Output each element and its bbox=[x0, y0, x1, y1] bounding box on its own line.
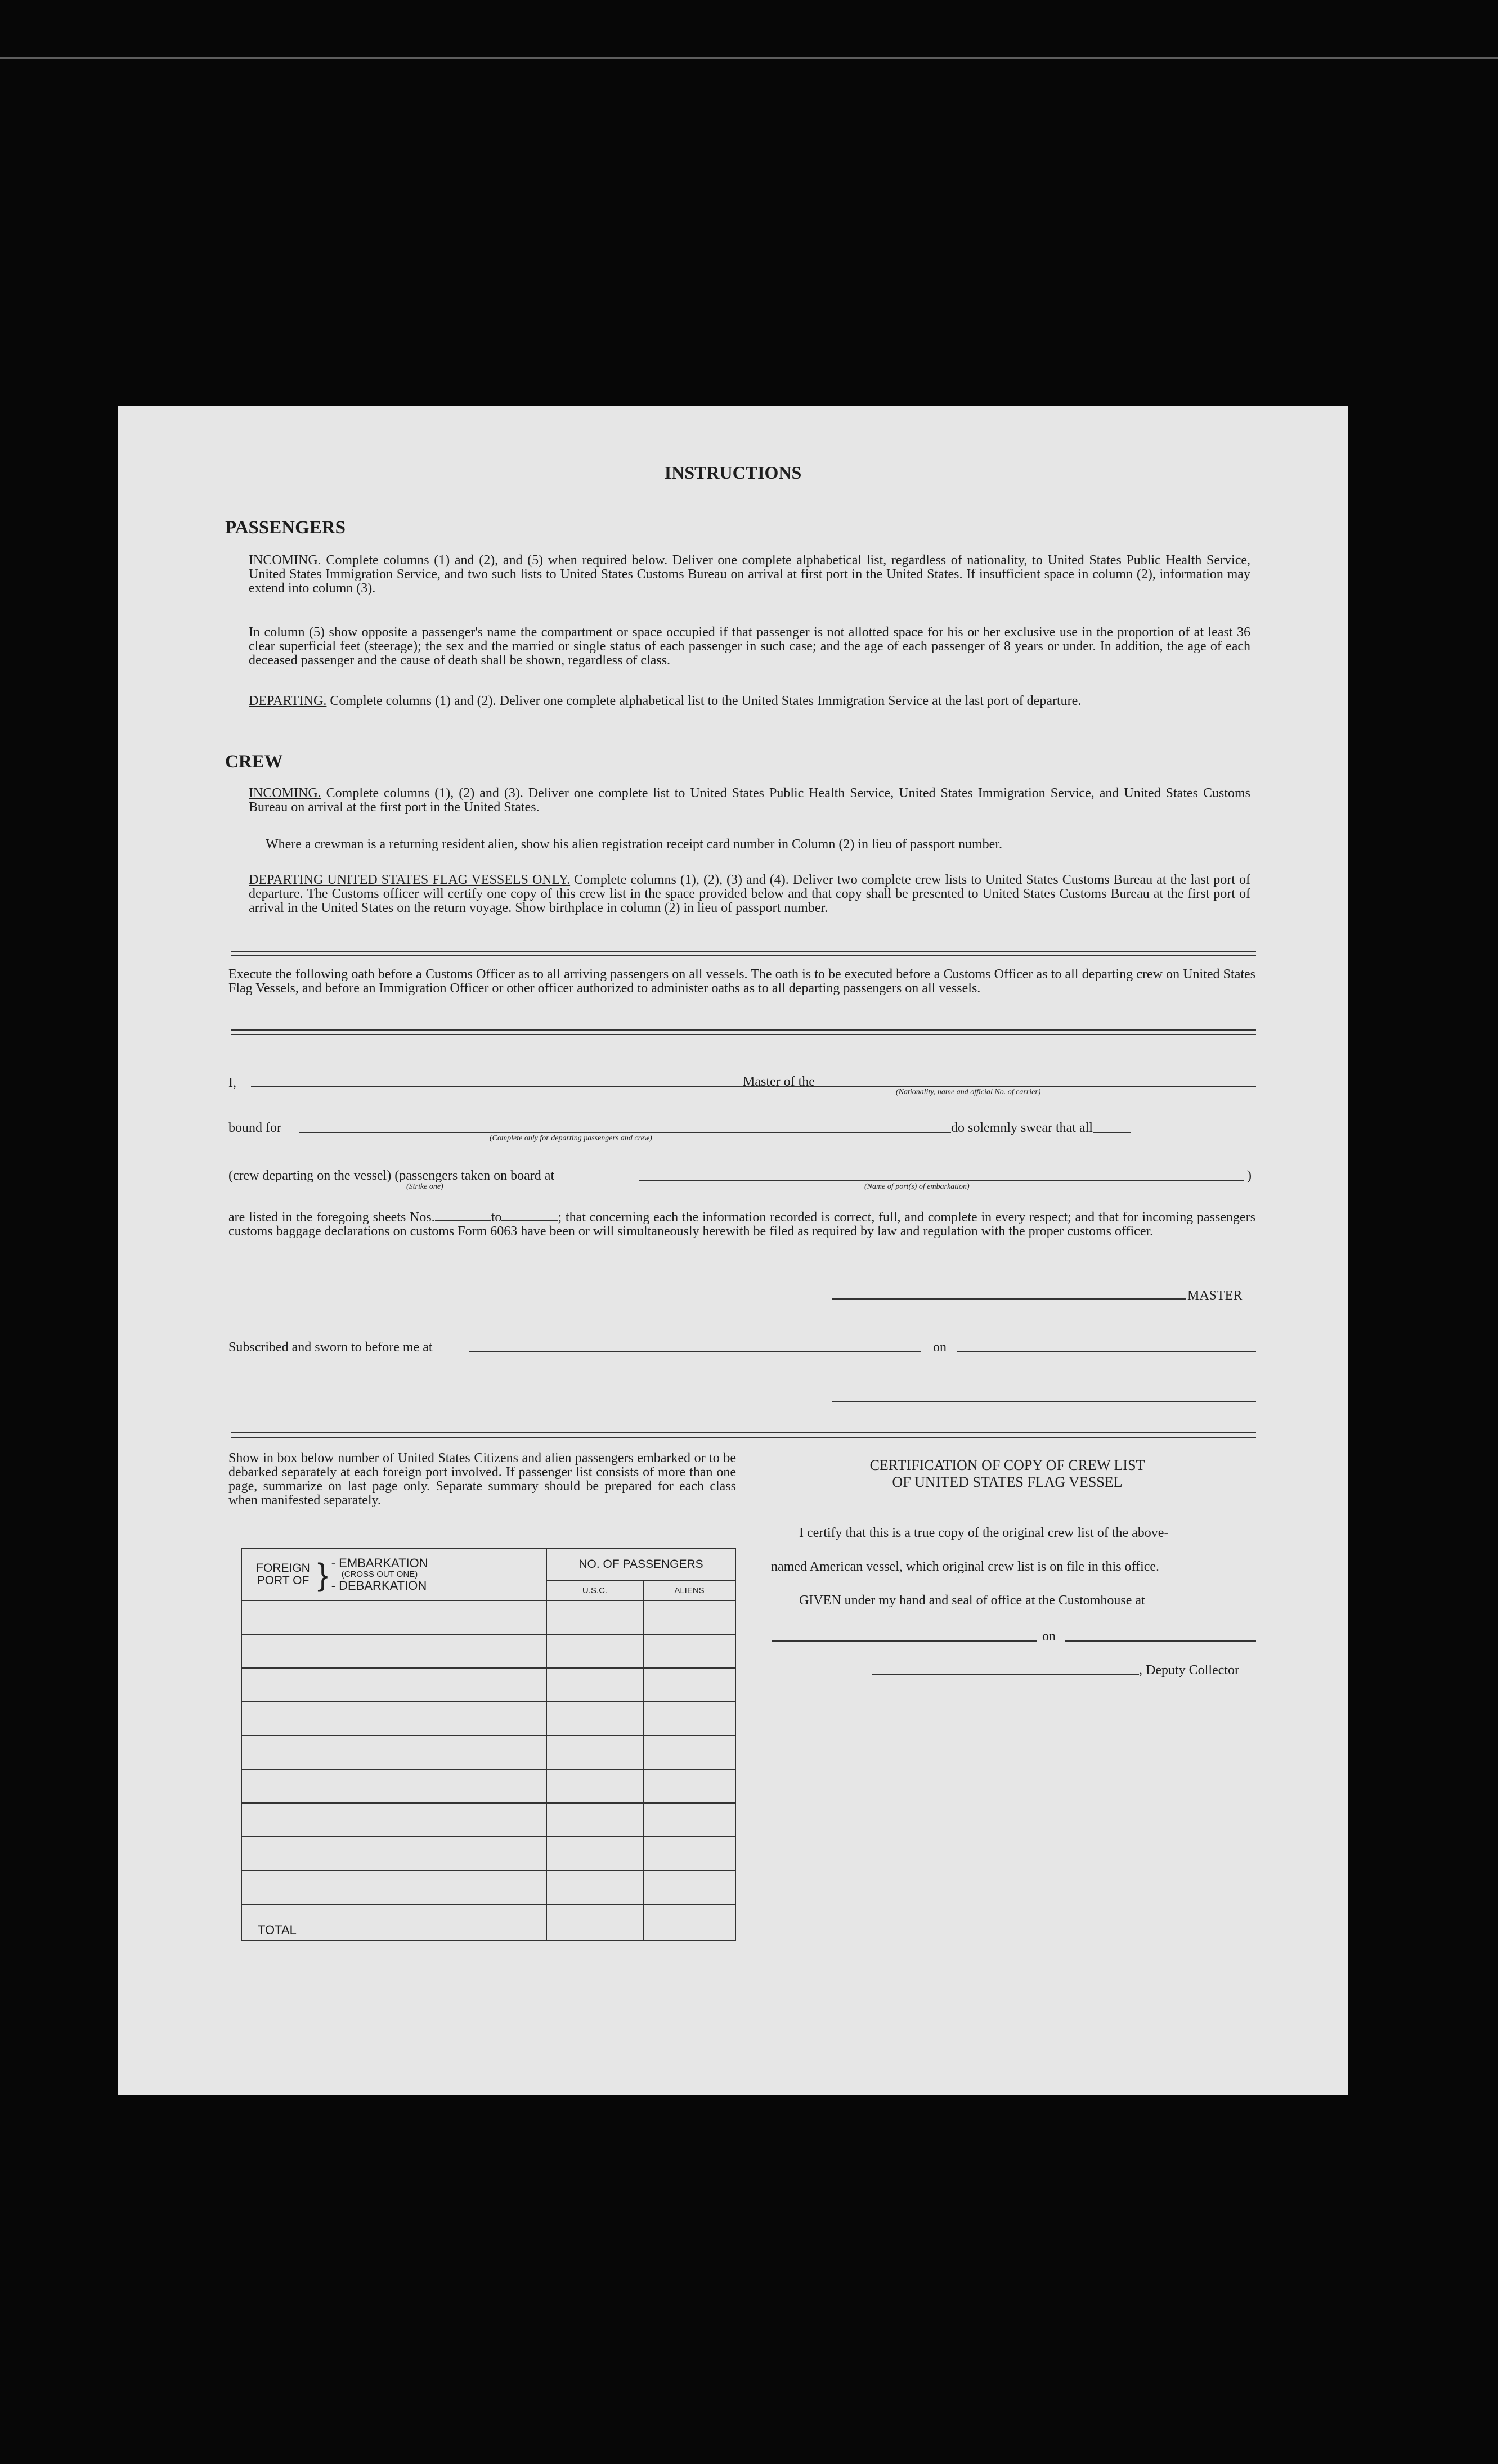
passenger-summary-table bbox=[241, 1548, 736, 1941]
usc-header: U.S.C. bbox=[546, 1580, 643, 1600]
crew-incoming-label: INCOMING. bbox=[249, 786, 321, 801]
aliens-cell[interactable] bbox=[643, 1668, 735, 1702]
carrier-field[interactable] bbox=[832, 1086, 1256, 1087]
port-cell[interactable] bbox=[241, 1600, 546, 1634]
aliens-cell[interactable] bbox=[643, 1871, 735, 1904]
deputy-signature-field[interactable] bbox=[872, 1674, 1139, 1675]
foreign-port-label: FOREIGN PORT OF bbox=[256, 1562, 310, 1587]
port-cell[interactable] bbox=[241, 1702, 546, 1735]
crew-incoming-paragraph bbox=[249, 786, 1250, 815]
scan-border-line bbox=[0, 57, 1498, 59]
aliens-cell[interactable] bbox=[643, 1769, 735, 1803]
sworn-date-field[interactable] bbox=[957, 1351, 1256, 1352]
port-cell[interactable] bbox=[241, 1769, 546, 1803]
swear-label: do solemnly swear that all bbox=[951, 1121, 1093, 1135]
port-cell[interactable] bbox=[241, 1735, 546, 1769]
bound-for-caption: (Complete only for departing passengers and crew) bbox=[490, 1134, 652, 1143]
cert-on-label: on bbox=[1042, 1629, 1056, 1644]
crew-departing-label: (crew departing on the vessel) (passengers taken on board at bbox=[228, 1168, 555, 1183]
port-header-cell bbox=[241, 1549, 546, 1600]
strike-caption: (Strike one) bbox=[406, 1182, 443, 1191]
form-page bbox=[118, 406, 1348, 2095]
crew-flag-vessels-text: Complete columns (1), (2), (3) and (4). Deliver two complete crew lists to United States Customs Bureau at the last port of departure. The Customs officer will certify one copy of this crew list in the space provided below and that copy shall be presented to United States Customs Bureau at the first port of arrival in the United States on the return voyage. Show birthplace in column (2) in lieu of passport number. bbox=[249, 873, 1251, 915]
total-label: TOTAL bbox=[241, 1904, 546, 1940]
oath-i-label: I, bbox=[228, 1076, 236, 1090]
aliens-header: ALIENS bbox=[643, 1580, 735, 1600]
port-cell[interactable] bbox=[241, 1668, 546, 1702]
passengers-incoming-text: Complete columns (1) and (2), and (5) when required below. Deliver one complete alphabetical list, regardless of nationality, to United States Public Health Service, United States Immigration Service, and two such lists to United States Customs Bureau on arrival at first port in the United States. If insufficient space in column (2), information may extend into column (3). bbox=[249, 553, 1251, 596]
passengers-departing-label: DEPARTING. bbox=[249, 694, 327, 708]
passengers-departing-paragraph bbox=[249, 694, 1250, 708]
port-cell[interactable] bbox=[241, 1837, 546, 1871]
embarkation-label: - EMBARKATION bbox=[331, 1556, 428, 1570]
embarkation-port-field[interactable] bbox=[639, 1180, 1244, 1181]
table-row bbox=[241, 1735, 735, 1769]
subscribed-label: Subscribed and sworn to before me at bbox=[228, 1340, 433, 1355]
passengers-heading: PASSENGERS bbox=[225, 518, 346, 538]
double-rule bbox=[231, 1029, 1256, 1035]
aliens-cell[interactable] bbox=[643, 1735, 735, 1769]
sheet-from-field[interactable] bbox=[435, 1220, 491, 1221]
certification-title-1: CERTIFICATION OF COPY OF CREW LIST bbox=[869, 1457, 1145, 1473]
no-of-passengers-header: NO. OF PASSENGERS bbox=[546, 1549, 735, 1580]
officer-signature-field[interactable] bbox=[832, 1401, 1256, 1402]
master-label: MASTER bbox=[1187, 1288, 1243, 1303]
table-row bbox=[241, 1634, 735, 1668]
passengers-incoming-paragraph bbox=[249, 554, 1250, 596]
sheet-to-field[interactable] bbox=[501, 1220, 558, 1221]
sworn-place-field[interactable] bbox=[469, 1351, 921, 1352]
crew-incoming-text: Complete columns (1), (2) and (3). Deliver one complete list to United States Public Health Service, United States Immigration Service, and United States Customs Bureau on arrival at the first port in the United States. bbox=[249, 786, 1251, 815]
table-row bbox=[241, 1871, 735, 1904]
port-cell[interactable] bbox=[241, 1634, 546, 1668]
usc-cell[interactable] bbox=[546, 1837, 643, 1871]
listed-paragraph bbox=[228, 1211, 1255, 1239]
table-row bbox=[241, 1702, 735, 1735]
usc-cell[interactable] bbox=[546, 1871, 643, 1904]
listed-pre: are listed in the foregoing sheets Nos. bbox=[228, 1210, 435, 1225]
usc-total-cell[interactable] bbox=[546, 1904, 643, 1940]
customhouse-field[interactable] bbox=[772, 1640, 1037, 1642]
table-row bbox=[241, 1769, 735, 1803]
crew-heading: CREW bbox=[225, 752, 283, 772]
passengers-departing-text: Complete columns (1) and (2). Deliver one complete alphabetical list to the United States Immigration Service at the last port of departure. bbox=[330, 694, 1082, 708]
table-row bbox=[241, 1600, 735, 1634]
aliens-cell[interactable] bbox=[643, 1634, 735, 1668]
crew-resident-paragraph: Where a crewman is a returning resident alien, show his alien registration receipt card number in Column (2) in lieu of passport number. bbox=[266, 837, 1002, 852]
cross-out-label: (CROSS OUT ONE) bbox=[341, 1570, 418, 1579]
double-rule bbox=[231, 1432, 1256, 1438]
debarkation-label: - DEBARKATION bbox=[331, 1579, 427, 1593]
port-caption: (Name of port(s) of embarkation) bbox=[864, 1182, 970, 1191]
passengers-column5-paragraph: In column (5) show opposite a passenger's name the compartment or space occupied if that passenger is not allotted space for his or her exclusive use in the proportion of at least 36 clear superficial feet (steerage); the sex and the married or single status of each passenger in such case; and the age of each passenger of 8 years or under. In addition, the age of each deceased passenger and the cause of death shall be shown, regardless of class. bbox=[249, 625, 1250, 668]
deputy-collector-label: , Deputy Collector bbox=[1139, 1663, 1239, 1678]
bound-for-label: bound for bbox=[228, 1121, 281, 1135]
certification-title-2: OF UNITED STATES FLAG VESSEL bbox=[892, 1474, 1123, 1490]
usc-cell[interactable] bbox=[546, 1634, 643, 1668]
cert-date-field[interactable] bbox=[1065, 1640, 1256, 1642]
master-signature-field[interactable] bbox=[832, 1298, 1186, 1300]
to-label: to bbox=[491, 1210, 502, 1225]
total-row bbox=[241, 1904, 735, 1940]
close-paren: ) bbox=[1247, 1168, 1252, 1183]
aliens-total-cell[interactable] bbox=[643, 1904, 735, 1940]
usc-cell[interactable] bbox=[546, 1668, 643, 1702]
sworn-on-label: on bbox=[933, 1340, 947, 1355]
given-text: GIVEN under my hand and seal of office at the Customhouse at bbox=[799, 1593, 1145, 1608]
aliens-cell[interactable] bbox=[643, 1837, 735, 1871]
table-row bbox=[241, 1803, 735, 1837]
certify-text-1: I certify that this is a true copy of the original crew list of the above- bbox=[799, 1526, 1169, 1540]
brace: } bbox=[317, 1557, 328, 1592]
port-cell[interactable] bbox=[241, 1871, 546, 1904]
usc-cell[interactable] bbox=[546, 1735, 643, 1769]
crew-flag-vessels-paragraph bbox=[249, 873, 1250, 915]
double-rule bbox=[231, 951, 1256, 956]
port-cell[interactable] bbox=[241, 1803, 546, 1837]
table-row bbox=[241, 1668, 735, 1702]
carrier-caption: (Nationality, name and official No. of carrier) bbox=[896, 1088, 1041, 1096]
oath-instructions: Execute the following oath before a Customs Officer as to all arriving passengers on all vessels. The oath is to be executed before a Customs Officer as to all departing crew on United States Flag Vessels, and before an Immigration Officer or other officer authorized to administer oaths as to all departing passengers on all vessels. bbox=[228, 967, 1255, 996]
usc-cell[interactable] bbox=[546, 1702, 643, 1735]
aliens-cell[interactable] bbox=[643, 1803, 735, 1837]
table-row bbox=[241, 1837, 735, 1871]
aliens-cell[interactable] bbox=[643, 1600, 735, 1634]
certify-text-2: named American vessel, which original crew list is on file in this office. bbox=[771, 1559, 1160, 1574]
master-of-label: Master of the bbox=[743, 1074, 815, 1089]
passengers-incoming-label: INCOMING. bbox=[249, 553, 321, 568]
usc-cell[interactable] bbox=[546, 1600, 643, 1634]
aliens-cell[interactable] bbox=[643, 1702, 735, 1735]
listed-text: ; that concerning each the information recorded is correct, full, and complete in every respect; and that for incoming passengers customs baggage declarations on customs Form 6063 have been or will simultaneously herewith be filed as required by law and regulation with the proper customs officer. bbox=[228, 1210, 1255, 1239]
summary-note: Show in box below number of United States Citizens and alien passengers embarked or to be debarked separately at each foreign port involved. If passenger list consists of more than one page, summarize on last page only. Separate summary should be prepared for each class when manifested separately. bbox=[228, 1451, 736, 1508]
usc-cell[interactable] bbox=[546, 1803, 643, 1837]
usc-cell[interactable] bbox=[546, 1769, 643, 1803]
page-title: INSTRUCTIONS bbox=[664, 462, 802, 483]
crew-flag-vessels-label: DEPARTING UNITED STATES FLAG VESSELS ONLY. bbox=[249, 873, 571, 887]
